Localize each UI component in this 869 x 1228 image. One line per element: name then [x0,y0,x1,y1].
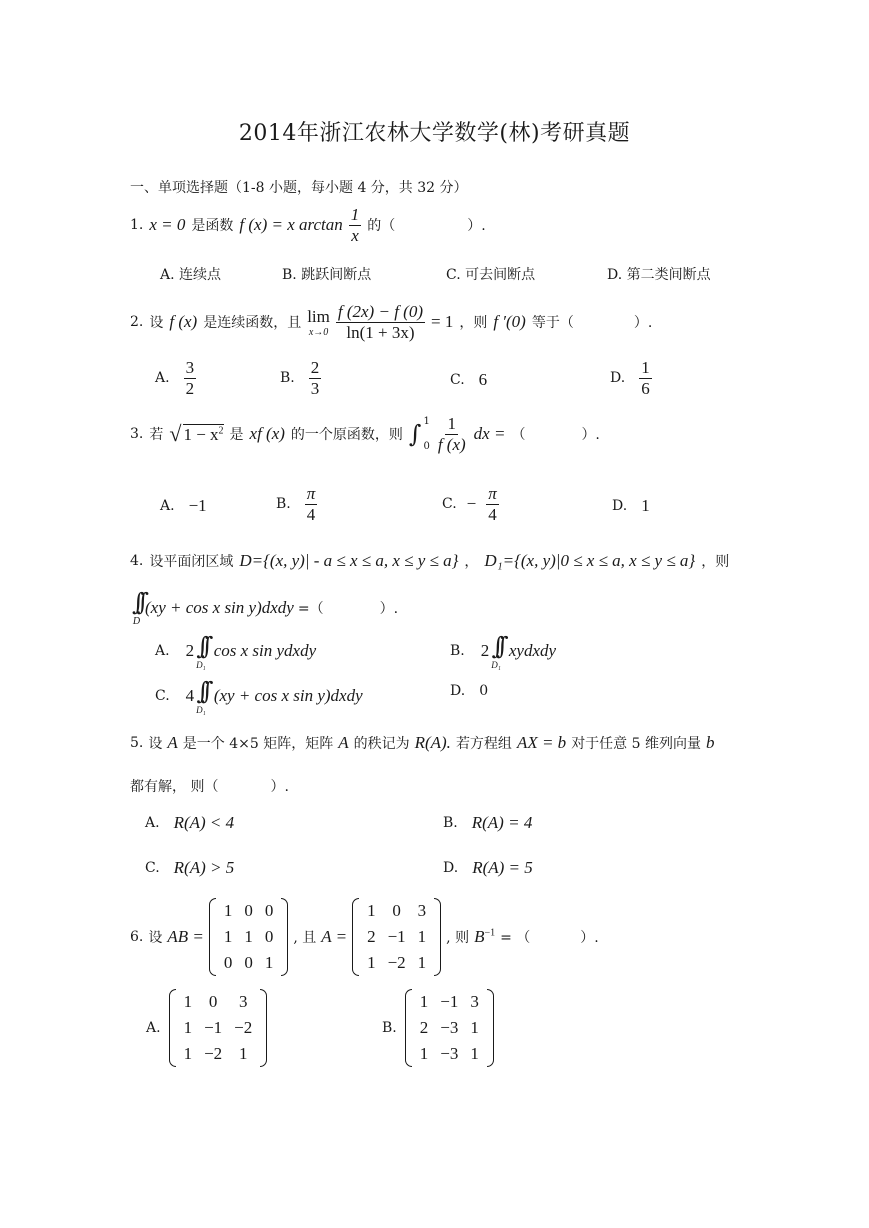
option-label: B. [276,496,291,513]
option-d: D. 第二类间断点 [607,267,711,283]
page-title: 2014年浙江农林大学数学(林)考研真题 [238,121,631,146]
option-c [442,484,499,524]
question-text: 若方程组 [455,736,512,752]
matrix-ab-cell: 0 [244,901,253,920]
matrix-opt-b-cell: 3 [470,992,479,1011]
fraction [486,484,499,524]
coefficient: 4 [185,686,195,705]
fraction-denominator: x [351,225,359,245]
matrix-opt-a-row [178,1015,259,1041]
integral-subscript: D [132,616,141,627]
question-text: 都有解， 则（ [130,779,219,795]
matrix-opt-b-row [414,989,485,1015]
question-text: 对于任意 5 维列向量 [571,736,701,752]
matrix-a-cell: −2 [387,953,406,972]
sqrt-icon: √ [169,421,182,447]
integral-limits [423,416,429,452]
option-b [450,632,556,670]
question-number: 6. [130,929,144,945]
matrix-option-a [169,989,268,1067]
matrix-ab-cell: 0 [264,927,274,946]
matrix-opt-b-cell: 1 [470,1044,479,1063]
math-expr: b [706,733,715,752]
question-text: ）. [379,600,399,617]
option-label: C. [155,688,170,704]
option-label: A. [146,1020,161,1036]
matrix-a-cell: 1 [417,927,427,946]
option-d [443,858,533,878]
option-label: A. [160,498,175,514]
math-expr: AX = b [516,733,567,752]
question-text: , 且 [293,930,317,946]
question-number: 3. [130,426,144,443]
matrix-opt-b-cell: 1 [419,1044,429,1063]
matrix-AB [209,898,289,976]
region-D1: D₁={(x, y)|0 ≤ x ≤ a, x ≤ y ≤ a} [484,551,696,570]
question-text: , 则 [446,930,470,946]
matrix-opt-b-cell: 1 [419,992,429,1011]
question-4 [130,551,729,571]
fraction-denominator: 2 [185,378,195,398]
question-text: 设 [149,315,164,332]
option-b [382,989,494,1067]
matrix-a-row [361,950,432,976]
fraction-denominator: ln(1 + 3x) [346,322,415,342]
math-expr: x = 0 [149,215,186,235]
math-expr: = 1 [430,312,454,332]
upper-limit: 1 [423,416,430,428]
question-number: 2. [130,314,144,331]
integral-subscript: D₁ [196,705,206,715]
matrix-opt-b-cell: −3 [440,1044,459,1063]
radicand: 1 − x [183,424,219,444]
option-value: −1 [188,496,207,515]
math-expr: A = [321,927,348,946]
fraction [305,484,318,524]
math-expr: A [167,733,178,752]
double-integral [132,588,141,627]
question-number: 5. [130,735,144,751]
math-expr: dx = [473,424,506,444]
question-6 [130,898,599,976]
question-text: ，则 [701,554,730,570]
fraction [436,414,468,454]
fraction-denominator: 3 [310,378,320,398]
fraction-numerator: 2 [310,358,320,377]
option-label: A. [155,370,170,387]
fraction [184,358,197,398]
matrix-opt-a-row [178,989,259,1015]
limit-symbol: lim [307,306,330,326]
math-expr: R(A). [414,733,451,752]
question-text: ）. [581,427,600,444]
option-value: 6 [478,370,488,389]
question-text: ）. [467,218,486,235]
matrix-opt-a-cell: 1 [183,1044,193,1063]
question-text: 是函数 [191,218,234,235]
question-text: ， [464,554,479,570]
question-3 [130,414,600,454]
matrix-a-row [361,898,432,924]
fraction-denominator: 4 [488,504,497,524]
matrix-a-cell: 1 [367,953,376,972]
question-text: ，则 [459,315,488,332]
question-5-line2 [130,776,289,796]
matrix-ab-row [218,950,280,976]
matrix-opt-a-cell: 1 [183,992,193,1011]
option-a [145,813,234,833]
math-expr: AB = [167,927,204,946]
matrix-opt-b-cell: −3 [440,1018,459,1037]
math-expr [474,927,495,947]
integral-subscript: D₁ [196,660,206,670]
question-text: 设 [148,736,163,752]
exponent: 2 [218,424,224,436]
matrix-opt-b-row [414,1041,485,1067]
option-label: C. [442,496,457,513]
fraction-denominator: 4 [306,504,316,524]
matrix-a-row [361,924,432,950]
question-text: 是连续函数，且 [203,315,302,332]
option-b: B. 跳跃间断点 [282,267,372,283]
matrix-opt-a-row [178,1041,259,1067]
coefficient: 2 [480,641,490,660]
matrix-ab-cell: 1 [244,927,253,946]
math-expr: f (x) = x arctan [239,215,343,235]
double-integral [491,632,501,670]
question-number: 4. [130,553,144,569]
double-integral [196,677,206,715]
option-label: B. [443,815,458,831]
integrand: cos x sin ydxdy [213,641,317,660]
matrix-ab-cell: 0 [264,901,274,920]
coefficient: 2 [185,641,195,660]
option-value: 0 [479,683,489,699]
matrix-opt-a-cell: −1 [204,1018,223,1037]
double-integral-icon: ∫∫ [491,632,501,660]
matrix-A [352,898,441,976]
limit [307,307,330,338]
question-2 [130,302,652,342]
option-value: 1 [641,496,650,515]
fraction-numerator: 1 [447,414,456,433]
integrand: (xy + cos x sin y)dxdy [145,597,294,617]
math-expr: A [338,733,349,752]
matrix-ab-cell: 1 [223,901,233,920]
option-label: A. [155,643,170,659]
matrix-ab-row [218,898,280,924]
fraction-numerator: 1 [641,358,650,377]
integrand: (xy + cos x sin y)dxdy [213,686,363,705]
double-integral [196,632,206,670]
matrix-opt-b-cell: −1 [440,992,459,1011]
fraction-numerator: π [488,484,497,503]
minus-sign: − [466,494,477,514]
option-c: C. 可去间断点 [446,267,536,283]
double-integral-icon: ∫∫ [132,588,142,616]
math-expr: xf (x) [249,424,285,444]
option-a [160,496,207,516]
matrix-a-cell: 2 [367,927,376,946]
matrix-a-cell: 0 [392,901,401,920]
matrix-opt-a-cell: −2 [234,1018,253,1037]
option-label: D. [610,370,626,387]
option-value: R(A) = 4 [471,813,533,832]
matrix-a-cell: 1 [367,901,376,920]
math-expr: f (x) [169,312,198,332]
option-b [280,358,321,398]
question-text: 的一个原函数，则 [290,427,403,444]
fraction-numerator: 3 [185,358,195,377]
fraction [309,358,322,398]
option-label: D. [443,860,459,876]
option-c [450,370,487,390]
option-b [276,484,317,524]
region-D: D={(x, y)| - a ≤ x ≤ a, x ≤ y ≤ a} [239,551,459,570]
question-text: （ [511,427,526,444]
matrix-opt-a-cell: 0 [208,992,218,1011]
matrix-opt-a-cell: 1 [183,1018,193,1037]
matrix-opt-a-cell: 1 [238,1044,248,1063]
option-a [155,632,316,670]
double-integral-icon: ∫∫ [196,632,206,660]
exponent: −1 [484,927,496,939]
question-4-line2 [132,588,398,627]
question-text: 的秩记为 [353,736,410,752]
option-value: R(A) > 5 [173,858,235,877]
matrix-ab-cell: 0 [223,953,233,972]
section-heading: 一、单项选择题（1-8 小题，每小题 4 分，共 32 分） [130,180,468,196]
option-a [146,989,267,1067]
question-text: 设 [148,930,163,946]
option-label: B. [450,643,465,659]
matrix-ab-cell: 1 [223,927,233,946]
option-label: A. [145,815,160,831]
option-d [610,358,652,398]
option-label: C. [450,372,465,388]
fraction-numerator: f (2x) − f (0) [337,302,423,321]
integrand: xydxdy [508,641,557,660]
matrix-a-cell: 1 [417,953,427,972]
question-text: = （ [500,930,531,946]
question-text: 若 [149,427,164,444]
option-value: R(A) = 5 [472,858,533,877]
option-d [612,496,650,516]
matrix-opt-b-row [414,1015,485,1041]
math-expr: f ′(0) [493,312,526,332]
limit-subscript: x→0 [308,326,329,338]
matrix-a-cell: −1 [387,927,406,946]
integral-subscript: D₁ [491,660,501,670]
matrix-opt-a-cell: −2 [204,1044,223,1063]
fraction-denominator: 6 [641,378,650,398]
question-1 [130,205,486,245]
option-label: B. [382,1020,397,1036]
option-label: D. [612,498,628,514]
question-text: 是一个 4×5 矩阵，矩阵 [182,736,334,752]
question-5 [130,733,715,753]
matrix-opt-b-cell: 1 [470,1018,479,1037]
matrix-ab-cell: 1 [264,953,274,972]
question-text: 的（ [367,218,396,235]
fraction-numerator: 1 [350,205,360,224]
matrix-option-b [405,989,494,1067]
integral-icon: ∫ [408,420,422,449]
matrix-ab-row [218,924,280,950]
question-text: 设平面闭区域 [149,554,234,570]
option-label: D. [450,683,466,699]
matrix-ab-cell: 0 [244,953,253,972]
question-text: ）. [270,779,289,795]
option-label: C. [145,860,160,876]
matrix-opt-b-cell: 2 [419,1018,429,1037]
symbol-B: B [474,927,485,946]
option-b [443,813,532,833]
double-integral-icon: ∫∫ [196,677,206,705]
option-a: A. 连续点 [160,267,222,283]
option-value: R(A) < 4 [173,813,235,832]
option-a [155,358,196,398]
lower-limit: 0 [423,441,430,453]
question-text: ）. [580,930,599,946]
question-text: 是 [229,427,244,444]
matrix-a-cell: 3 [417,901,427,920]
option-c [145,858,234,878]
question-number: 1. [130,217,144,234]
option-c [155,677,363,715]
option-label: B. [280,370,295,387]
fraction-numerator: π [306,484,316,503]
fraction-denominator: f (x) [437,434,466,454]
option-d [450,683,488,699]
fraction [639,358,652,398]
fraction [349,205,362,245]
fraction [336,302,425,342]
question-text: =（ [297,600,324,617]
question-text: ）. [633,315,653,332]
question-text: 等于（ [531,315,574,332]
matrix-opt-a-cell: 3 [238,992,248,1011]
sqrt-radicand [183,424,223,445]
